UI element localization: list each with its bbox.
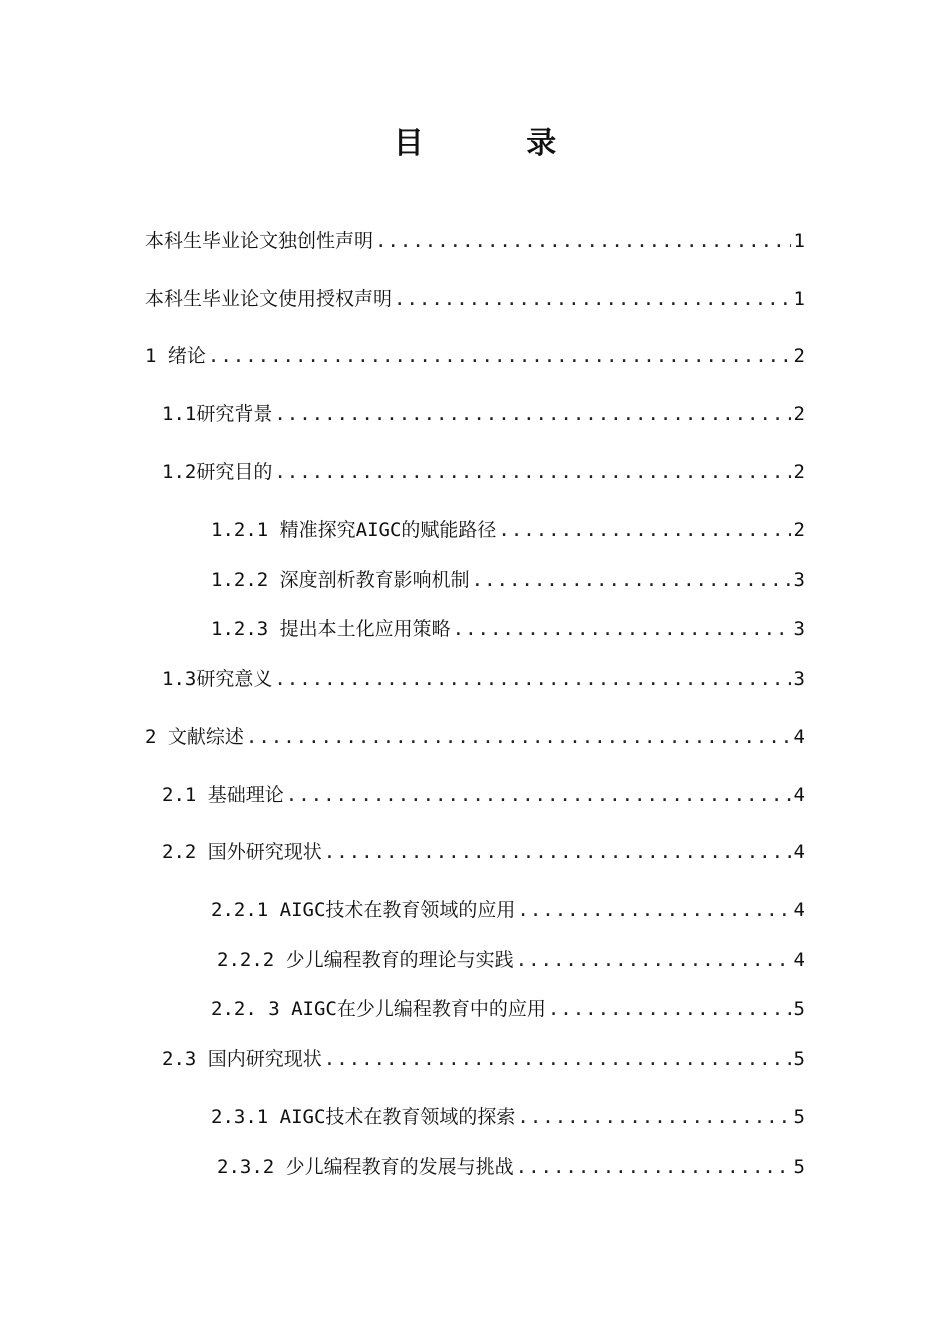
toc-page-number: 5: [793, 998, 805, 1020]
toc-dot-leader: [324, 839, 791, 865]
toc-dot-leader: [453, 616, 791, 642]
toc-entry-label: 1.2.3 提出本土化应用策略: [211, 618, 451, 640]
toc-dot-leader: [375, 228, 791, 254]
toc-dot-leader: [286, 782, 791, 808]
toc-entry-section-2-2-1[interactable]: [211, 897, 805, 923]
toc-dot-leader: [208, 343, 791, 369]
toc-page-number: 3: [793, 618, 805, 640]
toc-dot-leader: [324, 1046, 791, 1072]
toc-entry-label: 本科生毕业论文使用授权声明: [145, 288, 393, 310]
toc-entry-label: 2 文献综述: [145, 726, 244, 748]
toc-entry-section-2-3[interactable]: [162, 1046, 805, 1072]
toc-entry-label: 1.2研究目的: [162, 461, 273, 483]
toc-dot-leader: [274, 459, 791, 485]
toc-entry-chapter-2[interactable]: [145, 724, 805, 750]
toc-page-number: 2: [793, 519, 805, 541]
toc-page-number: 5: [793, 1048, 805, 1070]
toc-entry-label: 本科生毕业论文独创性声明: [145, 230, 374, 252]
toc-entry-declaration-originality[interactable]: [145, 228, 805, 254]
toc-entry-label: 1.2.1 精准探究AIGC的赋能路径: [211, 519, 497, 541]
toc-page-number: 5: [793, 1156, 805, 1178]
toc-entry-label: 2.3.1 AIGC技术在教育领域的探索: [211, 1106, 516, 1128]
toc-dot-leader: [548, 996, 791, 1022]
toc-page-number: 4: [793, 726, 805, 748]
toc-entry-label: 1.1研究背景: [162, 403, 273, 425]
toc-entry-label: 1.2.2 深度剖析教育影响机制: [211, 569, 470, 591]
toc-entry-label: 2.3 国内研究现状: [162, 1048, 322, 1070]
toc-dot-leader: [472, 567, 791, 593]
toc-entry-label: 1 绪论: [145, 345, 206, 367]
toc-page-number: 2: [793, 461, 805, 483]
toc-page-number: 2: [793, 403, 805, 425]
toc-entry-section-1-3[interactable]: [162, 666, 805, 692]
toc-entry-section-2-2-3[interactable]: [211, 996, 805, 1022]
toc-entry-label: 2.2.1 AIGC技术在教育领域的应用: [211, 899, 516, 921]
toc-entry-label: 2.1 基础理论: [162, 784, 284, 806]
toc-entry-label: 2.2.2 少儿编程教育的理论与实践: [217, 949, 514, 971]
toc-entry-declaration-authorization[interactable]: [145, 286, 805, 312]
toc-entry-section-1-2-2[interactable]: [211, 567, 805, 593]
toc-dot-leader: [517, 897, 791, 923]
toc-page-number: 4: [793, 949, 805, 971]
toc-entry-label: 2.2 国外研究现状: [162, 841, 322, 863]
toc-entry-chapter-1[interactable]: [145, 343, 805, 369]
toc-entry-label: 1.3研究意义: [162, 668, 273, 690]
toc-page-number: 3: [793, 668, 805, 690]
toc-dot-leader: [274, 666, 791, 692]
toc-page-number: 1: [793, 230, 805, 252]
toc-entry-section-2-3-1[interactable]: [211, 1104, 805, 1130]
toc-entry-section-1-2-3[interactable]: [211, 616, 805, 642]
toc-entry-section-2-2-2[interactable]: [217, 947, 805, 973]
toc-page-number: 4: [793, 899, 805, 921]
toc-entry-label: 2.2. 3 AIGC在少儿编程教育中的应用: [211, 998, 546, 1020]
toc-entry-section-1-2[interactable]: [162, 459, 805, 485]
toc-entry-section-1-1[interactable]: [162, 401, 805, 427]
toc-entry-section-2-3-2[interactable]: [217, 1154, 805, 1180]
toc-entry-section-2-1[interactable]: [162, 782, 805, 808]
toc-dot-leader: [498, 517, 791, 543]
page-title: 目 录: [393, 126, 603, 161]
toc-dot-leader: [274, 401, 791, 427]
toc-page-number: 4: [793, 841, 805, 863]
toc-dot-leader: [394, 286, 791, 312]
toc-dot-leader: [516, 947, 791, 973]
toc-entry-section-1-2-1[interactable]: [211, 517, 805, 543]
toc-dot-leader: [517, 1104, 791, 1130]
toc-entry-section-2-2[interactable]: [162, 839, 805, 865]
toc-page-number: 1: [793, 288, 805, 310]
toc-page-number: 2: [793, 345, 805, 367]
toc-dot-leader: [246, 724, 791, 750]
toc-page-number: 4: [793, 784, 805, 806]
toc-page-number: 5: [793, 1106, 805, 1128]
toc-entry-label: 2.3.2 少儿编程教育的发展与挑战: [217, 1156, 514, 1178]
toc-dot-leader: [516, 1154, 791, 1180]
toc-page-number: 3: [793, 569, 805, 591]
